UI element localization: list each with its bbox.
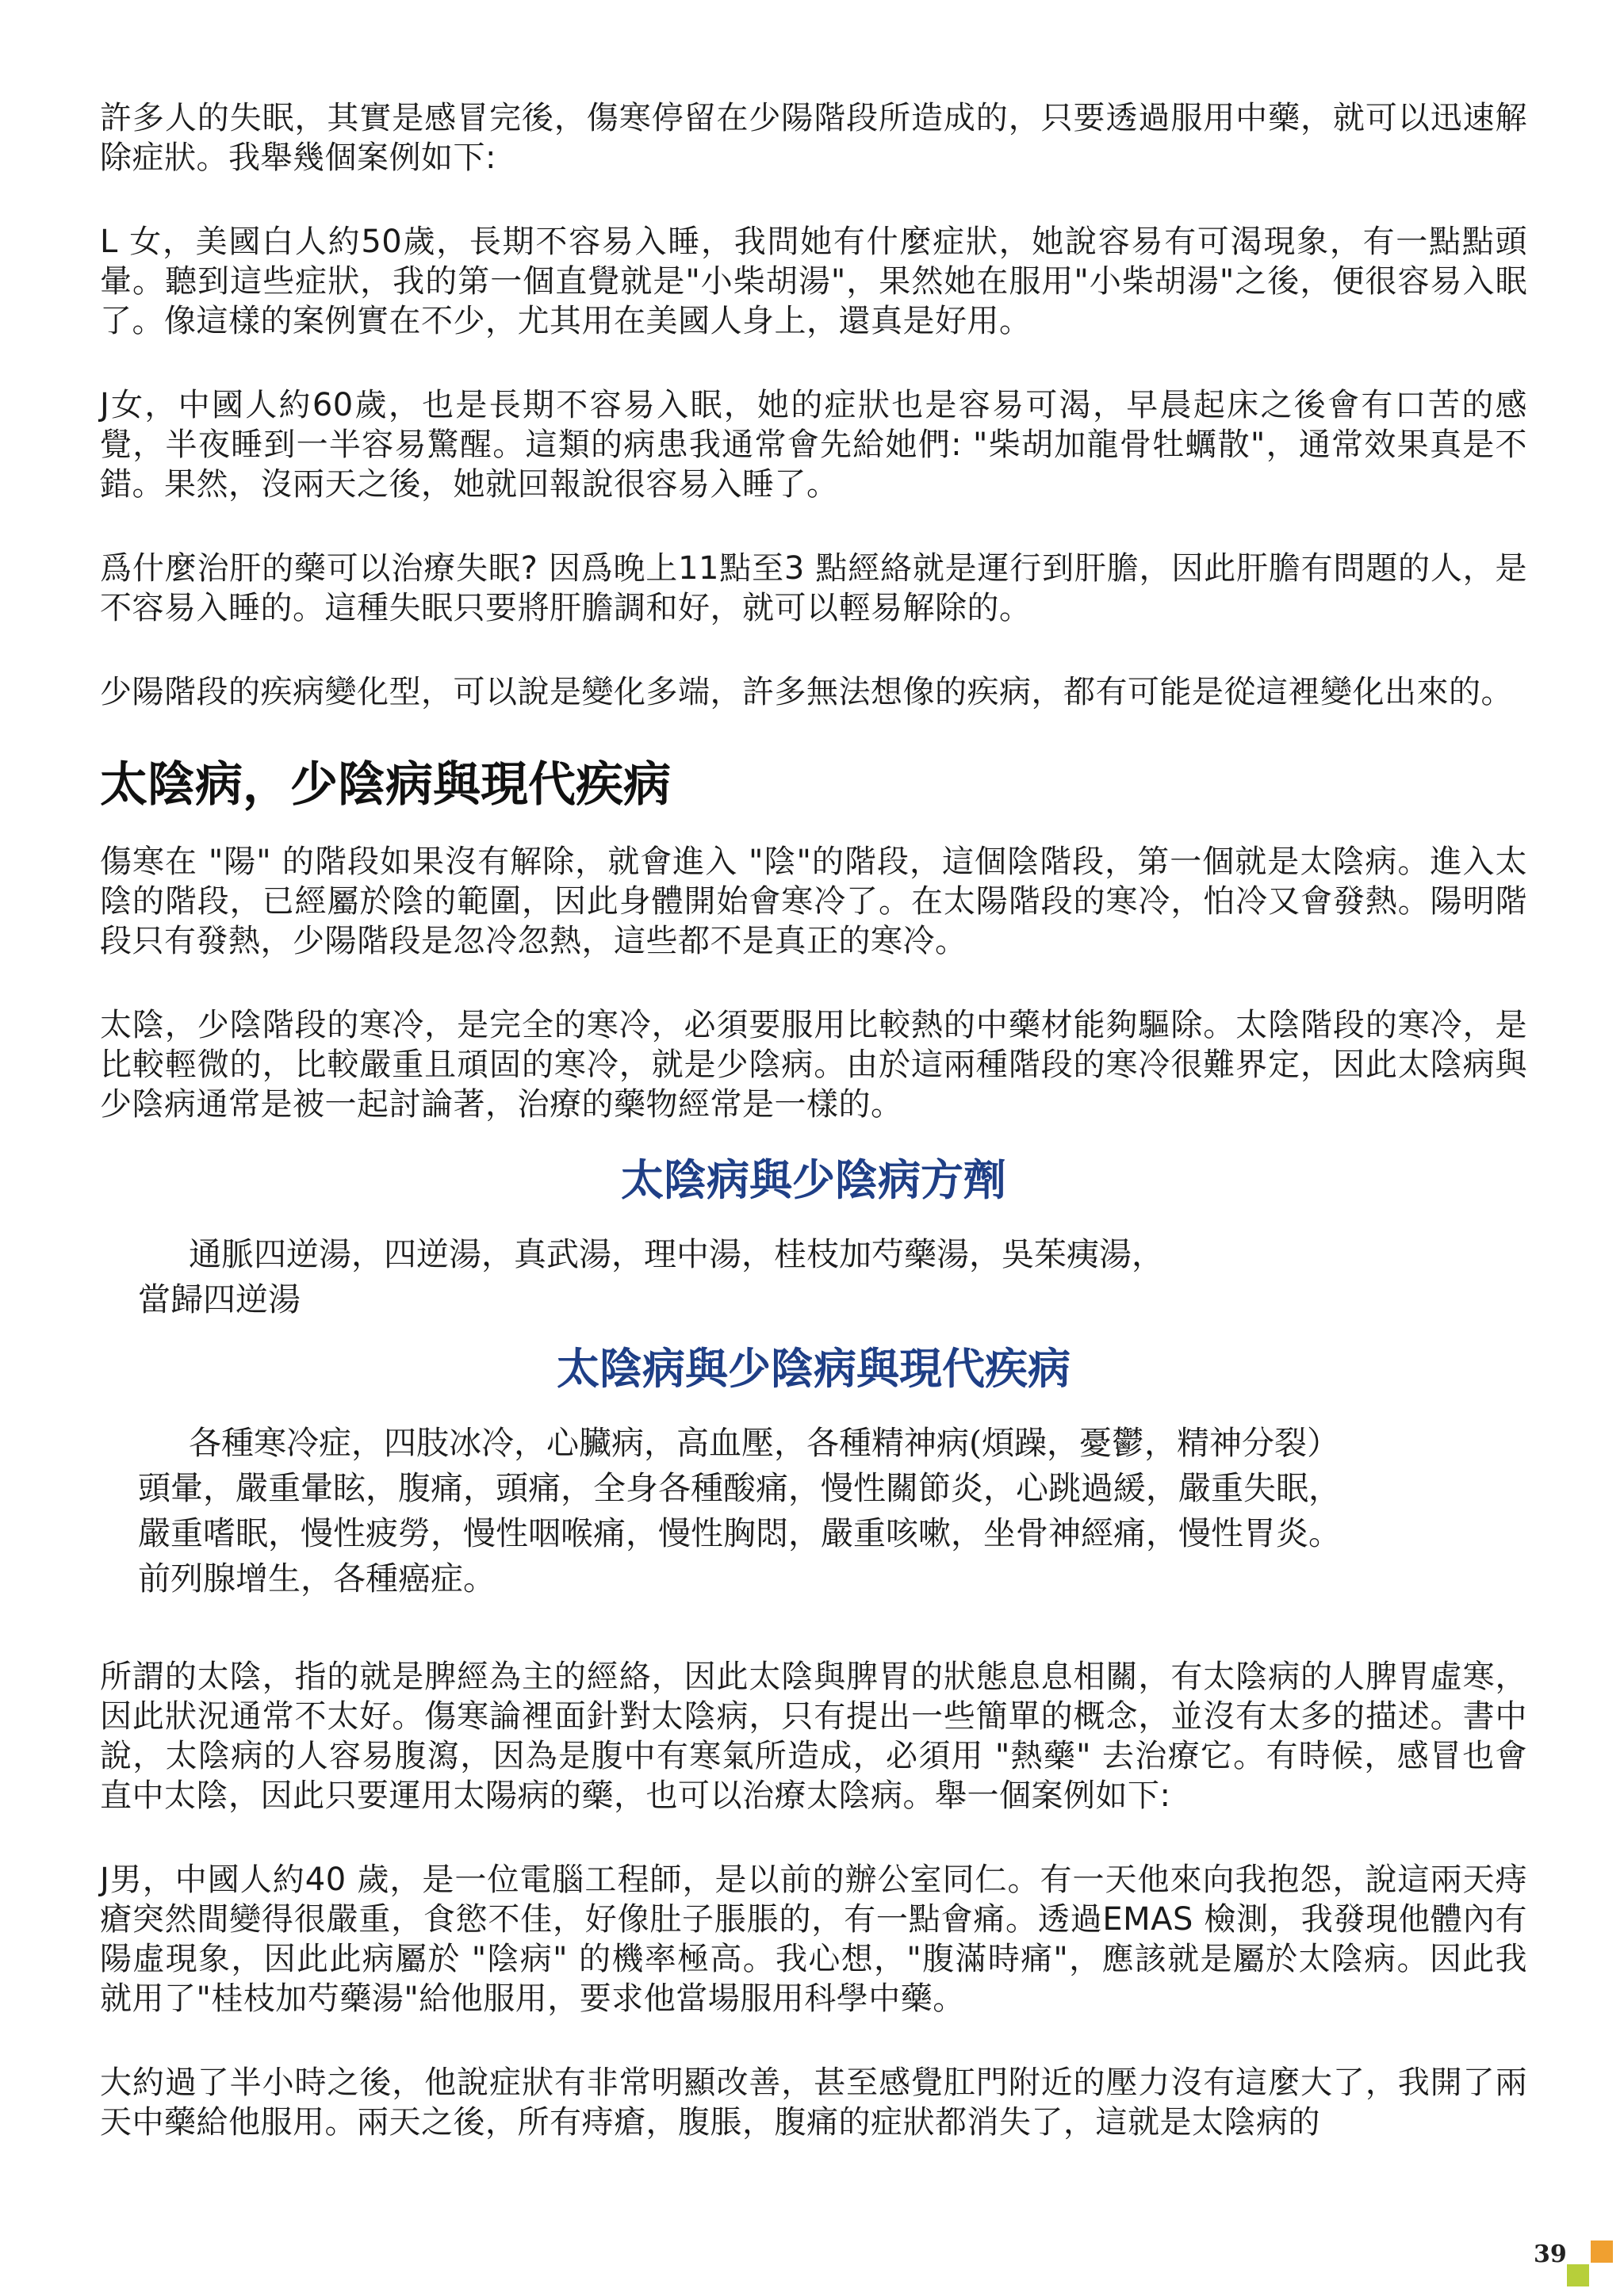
disease-list [100,1421,1527,1601]
paragraph: L 女，美國白人約50歲，長期不容易入睡，我問她有什麼症狀，她說容易有可渴現象，有一點點頭暈。聽到這些症狀，我的第一個直覺就是"小柴胡湯"，果然她在服用"小柴胡湯"之後，便很容易入眠了。像這樣的案例實在不少，尤其用在美國人身上，還真是好用。 [100,224,1527,339]
paragraph: 傷寒在 "陽" 的階段如果沒有解除，就會進入 "陰"的階段，這個陰階段，第一個就是太陰病。進入太陰的階段，已經屬於陰的範圍，因此身體開始會寒冷了。在太陽階段的寒冷，怕冷又會發熱。陽明階段只有發熱，少陽階段是忽冷忽熱，這些都不是真正的寒冷。 [100,844,1527,959]
disease-line: 各種寒冷症，四肢冰冷，心臟病，高血壓，各種精神病(煩躁，憂鬱，精神分裂） [189,1424,1339,1462]
paragraph: 許多人的失眠，其實是感冒完後，傷寒停留在少陽階段所造成的，只要透過服用中藥，就可以迅速解除症狀。我舉幾個案例如下: [100,100,1527,176]
decorative-square-green [1567,2264,1589,2286]
disease-line: 嚴重嗜眠，慢性疲勞，慢性咽喉痛，慢性胸悶，嚴重咳嗽，坐骨神經痛，慢性胃炎。 [138,1514,1341,1552]
paragraph: 太陰，少陰階段的寒冷，是完全的寒冷，必須要服用比較熱的中藥材能夠驅除。太陰階段的寒冷，是比較輕微的，比較嚴重且頑固的寒冷，就是少陰病。由於這兩種階段的寒冷很難界定，因此太陰病與少陰病通常是被一起討論著，治療的藥物經常是一樣的。 [100,1007,1527,1123]
paragraph: 所謂的太陰，指的就是脾經為主的經絡，因此太陰與脾胃的狀態息息相關，有太陰病的人脾胃虛寒，因此狀況通常不太好。傷寒論裡面針對太陰病，只有提出一些簡單的概念，並沒有太多的描述。書中說，太陰病的人容易腹瀉，因為是腹中有寒氣所造成，必須用 "熱藥" 去治療它。有時候，感冒也會直中太陰，因此只要運用太陽病的藥，也可以治療太陰病。舉一個案例如下: [100,1659,1527,1814]
paragraph: 爲什麼治肝的藥可以治療失眠? 因爲晚上11點至3 點經絡就是運行到肝膽，因此肝膽有問題的人，是不容易入睡的。這種失眠只要將肝膽調和好，就可以輕易解除的。 [100,550,1527,626]
formula-title: 太陰病與少陰病方劑 [621,1155,1006,1205]
disease-line: 前列腺增生，各種癌症。 [138,1559,496,1598]
decorative-square-orange [1591,2241,1613,2263]
formula-line: 當歸四逆湯 [138,1280,301,1318]
paragraph: J男，中國人約40 歲，是一位電腦工程師，是以前的辦公室同仁。有一天他來向我抱怨，說這兩天痔瘡突然間變得很嚴重，食慾不佳，好像肚子脹脹的，有一點會痛。透過EMAS 檢測，我發現他體內有陽虛現象，因此此病屬於 "陰病" 的機率極高。我心想，"腹滿時痛"，應該就是屬於太陰病。因此我就用了"桂枝加芍藥湯"給他服用，要求他當場服用科學中藥。 [100,1862,1527,2017]
disease-title: 太陰病與少陰病與現代疾病 [557,1344,1071,1394]
paragraph: 少陽階段的疾病變化型，可以說是變化多端，許多無法想像的疾病，都有可能是從這裡變化出來的。 [100,674,1513,710]
page-content [100,98,1527,2187]
section-heading: 太陰病，少陰病與現代疾病 [100,757,671,813]
disease-line: 頭暈，嚴重暈眩，腹痛，頭痛，全身各種酸痛，慢性關節炎，心跳過緩，嚴重失眠， [138,1469,1341,1507]
formula-list [100,1232,1527,1322]
paragraph: 大約過了半小時之後，他說症狀有非常明顯改善，甚至感覺肛門附近的壓力沒有這麼大了，我開了兩天中藥給他服用。兩天之後，所有痔瘡，腹脹，腹痛的症狀都消失了，這就是太陰病的 [100,2064,1527,2141]
page-number: 39 [1534,2241,1567,2268]
paragraph: J女，中國人約60歲，也是長期不容易入眠，她的症狀也是容易可渴，早晨起床之後會有口苦的感覺，半夜睡到一半容易驚醒。這類的病患我通常會先給她們: "柴胡加龍骨牡蠣散"，通常效果真是不錯。果然，沒兩天之後，她就回報說很容易入睡了。 [100,387,1527,503]
formula-line: 通脈四逆湯，四逆湯，真武湯，理中湯，桂枝加芍藥湯，吳茱痍湯， [189,1235,1164,1273]
